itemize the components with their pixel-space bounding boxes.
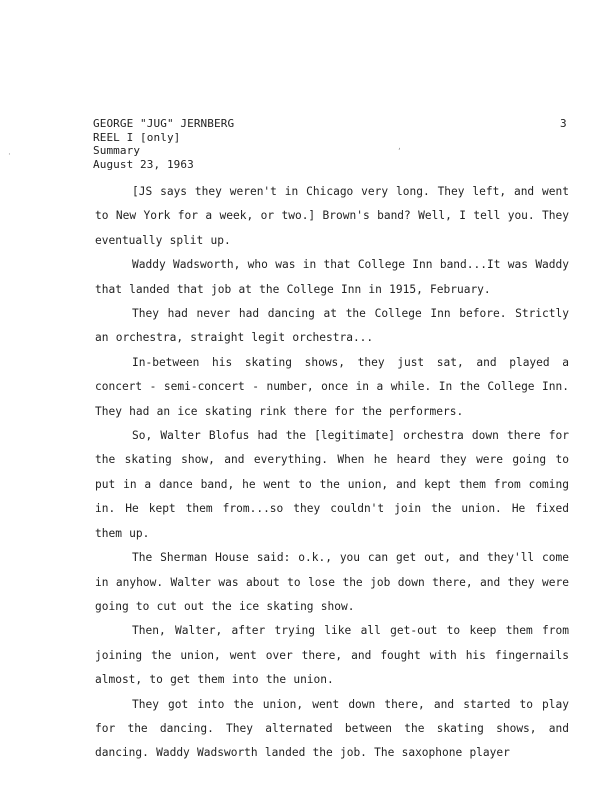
reel-label: REEL I [only] bbox=[93, 130, 181, 144]
paragraph: In-between his skating shows, they just sat, and played a concert - semi-concert - number, once in a while. In the College Inn. They had an ice skating rink there for the performers. bbox=[95, 355, 569, 418]
paragraph: They had never had dancing at the College Inn before. Strictly an orchestra, straight legit orchestra... bbox=[95, 307, 569, 345]
scan-speck-right: , bbox=[398, 142, 401, 152]
interviewee-name: GEORGE "JUG" JERNBERG bbox=[93, 117, 235, 130]
scan-speck-left: · bbox=[8, 150, 11, 160]
document-header bbox=[93, 117, 234, 171]
paragraph: Waddy Wadsworth, who was in that College Inn band...It was Waddy that landed that job at the College Inn in 1915, February. bbox=[95, 258, 569, 296]
paragraph: Then, Walter, after trying like all get-out to keep them from joining the union, went over there, and fought with his fingernails almost, to get them into the union. bbox=[95, 624, 569, 687]
paragraph: They got into the union, went down there, and started to play for the dancing. They alternated between the skating shows, and dancing. Waddy Wadsworth landed the job. The saxophone player bbox=[95, 697, 569, 760]
interview-date: August 23, 1963 bbox=[93, 157, 194, 171]
paragraph: The Sherman House said: o.k., you can get out, and they'll come in anyhow. Walter was about to lose the job down there, and they were going to cut out the ice skating show. bbox=[95, 551, 569, 613]
page-number: 3 bbox=[560, 117, 567, 130]
summary-body bbox=[95, 180, 569, 766]
document-type: Summary bbox=[93, 144, 141, 157]
paragraph: [JS says they weren't in Chicago very long. They left, and went to New York for a week, or two.] Brown's band? Well, I tell you. They eventually split up. bbox=[95, 185, 569, 247]
paragraph: So, Walter Blofus had the [legitimate] orchestra down there for the skating show, and everything. When he heard they were going to put in a dance band, he went to the union, and kept them from coming in. He kept them from...so they couldn't join the union. He fixed them up. bbox=[95, 429, 569, 540]
